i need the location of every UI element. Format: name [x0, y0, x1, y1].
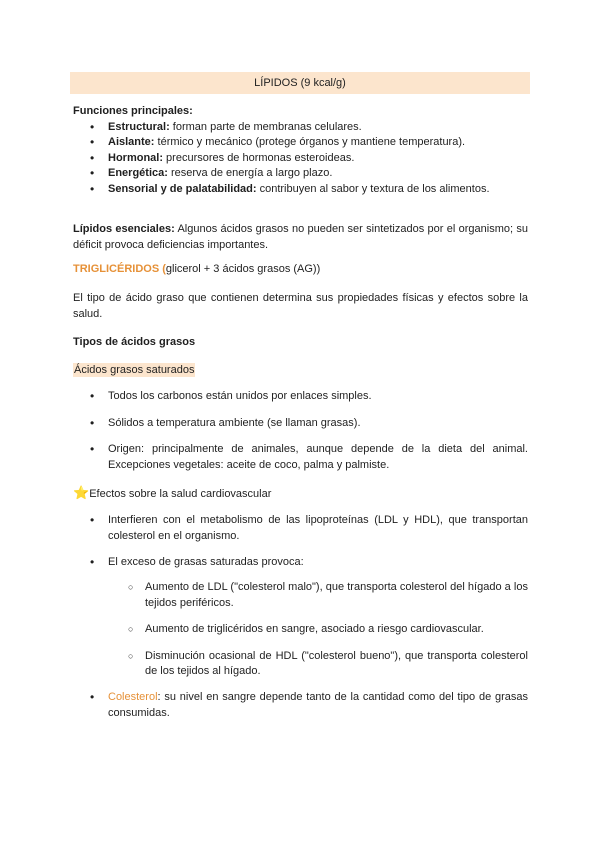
functions-list	[73, 120, 528, 198]
functions-heading: Funciones principales:	[73, 105, 193, 117]
cholesterol-label: Colesterol	[108, 691, 158, 703]
list-item: • Interfieren con el metabolismo de las lipoproteínas (LDL y HDL), que transportan colesterol en el organismo.	[73, 513, 528, 544]
page-title: LÍPIDOS (9 kcal/g)	[70, 72, 530, 94]
triglycerides-line	[73, 262, 528, 278]
essential-label: Lípidos esenciales:	[73, 223, 175, 235]
item-label: Energética:	[108, 167, 168, 179]
intro-paragraph: El tipo de ácido graso que contienen determina sus propiedades físicas y efectos sobre la salud.	[73, 292, 528, 320]
item-label: Estructural:	[108, 120, 170, 133]
item-text: precursores de hormonas esteroideas.	[163, 151, 355, 164]
essential-lipids-paragraph	[73, 222, 528, 253]
sub-list-item: ○ Aumento de LDL ("colesterol malo"), que transporta colesterol del hígado a los tejidos periféricos.	[73, 580, 528, 611]
list-item	[73, 166, 528, 182]
triglycerides-text: glicerol + 3 ácidos grasos (AG))	[165, 263, 321, 275]
saturated-list	[73, 389, 528, 473]
saturated-heading: Ácidos grasos saturados	[74, 364, 195, 376]
cholesterol-text: : su nivel en sangre depende tanto de la cantidad como del tipo de grasas consumidas.	[108, 691, 528, 719]
effects-section	[73, 513, 528, 582]
triglycerides-label: TRIGLICÉRIDOS (	[73, 263, 166, 275]
star-icon: ⭐	[73, 485, 90, 500]
effects-heading: Efectos sobre la salud cardiovascular	[89, 488, 272, 500]
cholesterol-list	[73, 690, 528, 721]
item-label: Aislante:	[108, 136, 155, 148]
item-text: reserva de energía a largo plazo.	[167, 167, 333, 179]
cholesterol-section	[73, 690, 528, 721]
essential-text: Algunos ácidos grasos no pueden ser sintetizados por el organismo; su déficit provoca deficiencias importantes.	[73, 223, 528, 251]
list-item	[73, 151, 528, 167]
functions-section	[73, 104, 528, 197]
effects-heading-line	[73, 485, 528, 503]
list-item	[73, 120, 528, 136]
list-item: • Todos los carbonos están unidos por enlaces simples.	[73, 389, 528, 405]
list-item	[73, 135, 528, 151]
types-heading: Tipos de ácidos grasos	[73, 336, 196, 348]
item-label: Sensorial y de palatabilidad:	[108, 182, 257, 195]
effects-list	[73, 513, 528, 571]
saturated-heading-wrap	[73, 363, 528, 379]
list-item: • Origen: principalmente de animales, aunque depende de la dieta del animal. Excepciones vegetales: aceite de coco, palma y palmiste.	[73, 442, 528, 473]
saturated-section	[73, 389, 528, 484]
item-text: contribuyen al sabor y textura de los alimentos.	[256, 182, 490, 195]
sub-list-item: ○ Aumento de triglicéridos en sangre, asociado a riesgo cardiovascular.	[73, 622, 528, 638]
list-item	[73, 690, 528, 721]
list-item: • Sólidos a temperatura ambiente (se llaman grasas).	[73, 416, 528, 432]
item-label: Hormonal:	[108, 151, 163, 164]
effects-sublist-wrap	[73, 580, 528, 691]
list-item	[73, 555, 528, 571]
effects-sublist	[73, 580, 528, 680]
list-item	[73, 182, 528, 198]
sub-list-item: ○ Disminución ocasional de HDL ("colesterol bueno"), que transporta colesterol de los tejidos al hígado.	[73, 649, 528, 680]
item-text: forman parte de membranas celulares.	[169, 120, 362, 133]
item-text: El exceso de grasas saturadas provoca:	[108, 556, 304, 568]
item-text: térmico y mecánico (protege órganos y mantiene temperatura).	[154, 136, 466, 148]
